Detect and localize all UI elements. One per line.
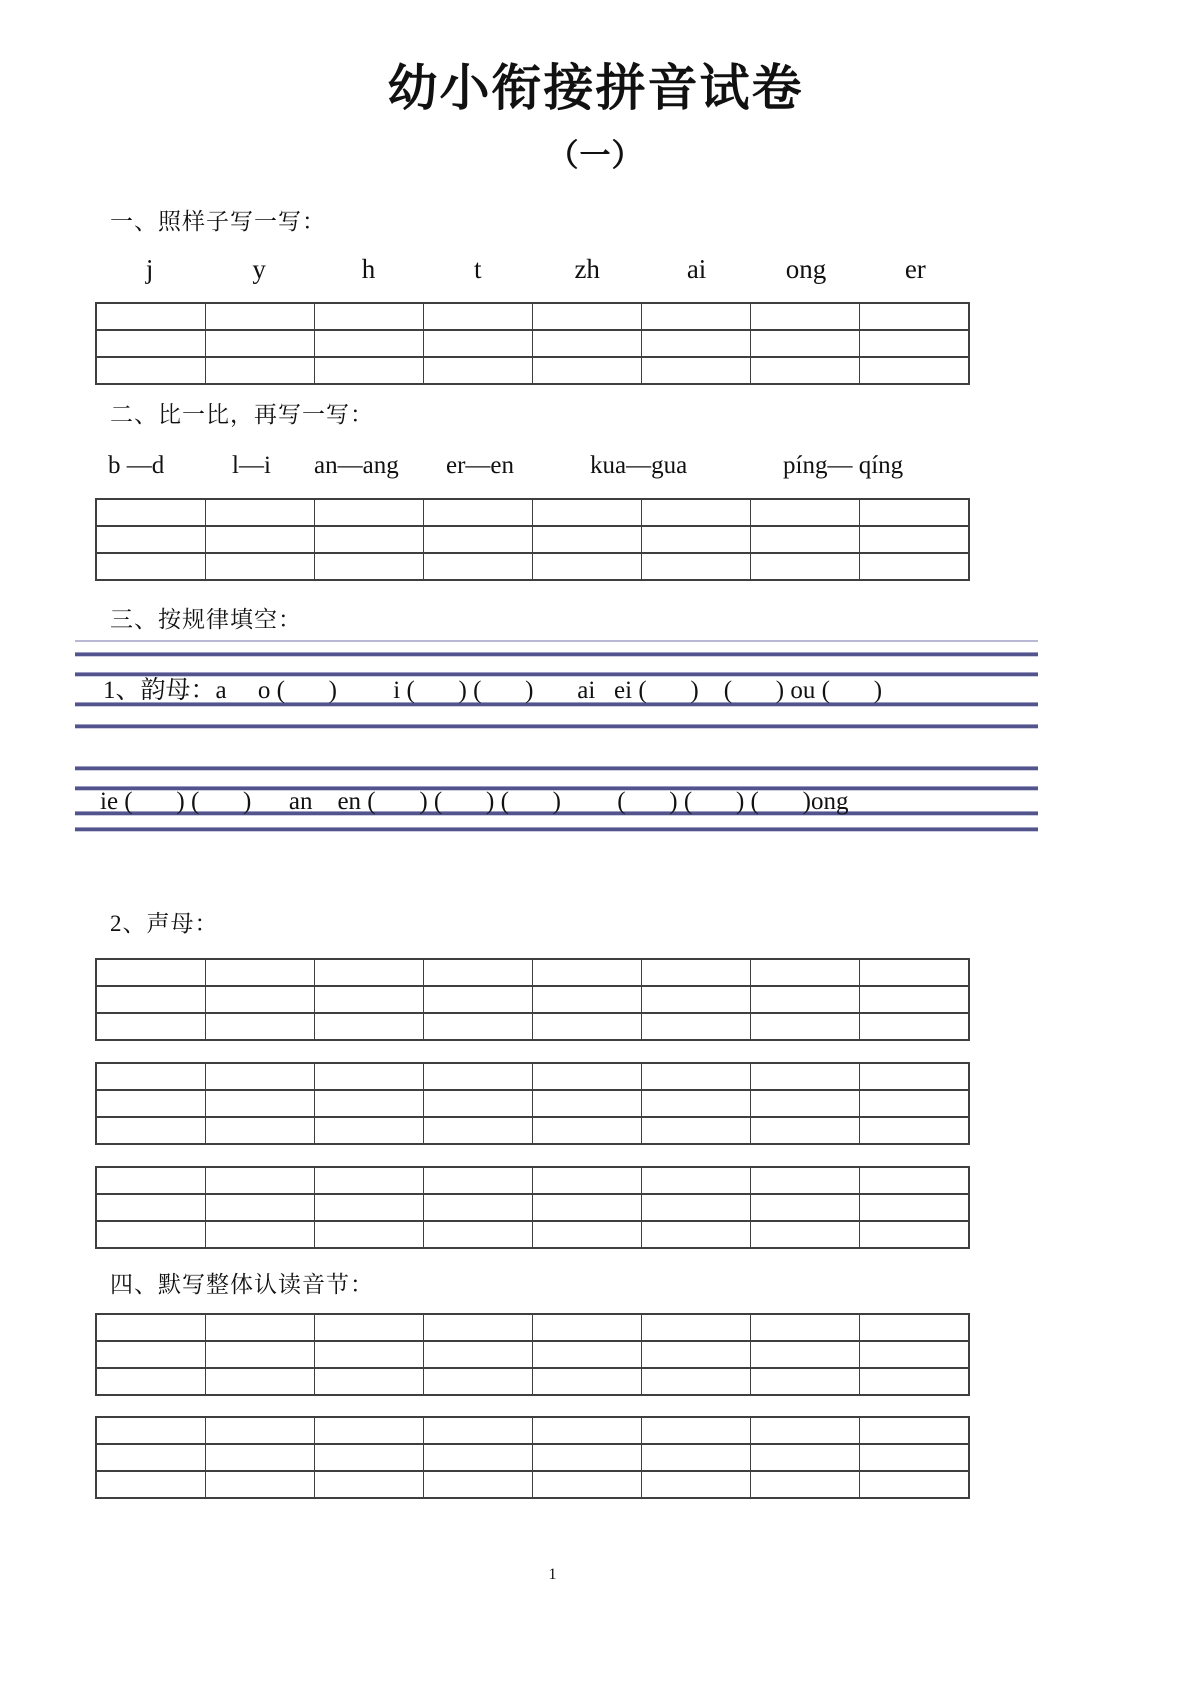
table-cell [423, 1090, 532, 1117]
table-cell [314, 1368, 423, 1395]
table-cell [96, 1417, 205, 1444]
table-cell [860, 1194, 969, 1221]
table-cell [423, 330, 532, 357]
table-cell [314, 1471, 423, 1498]
table-cell [205, 1341, 314, 1368]
table-cell [642, 499, 751, 526]
table-cell [751, 1013, 860, 1040]
writing-table-syllables-2 [95, 1416, 970, 1499]
grid-line [75, 652, 1038, 656]
table-cell [751, 1221, 860, 1248]
table-cell [423, 357, 532, 384]
letter-item: er [904, 254, 926, 284]
table-cell [860, 499, 969, 526]
table-cell [96, 553, 205, 580]
grid-line [75, 827, 1038, 831]
table-cell [205, 1013, 314, 1040]
table-cell [533, 553, 642, 580]
table-cell [96, 1221, 205, 1248]
table-cell [860, 1167, 969, 1194]
table-cell [642, 357, 751, 384]
table-cell [751, 1368, 860, 1395]
pinyin-writing-grid-vowels-2 [75, 762, 1038, 834]
table-cell [423, 1117, 532, 1144]
table-cell [860, 1090, 969, 1117]
table-cell [642, 1341, 751, 1368]
table-cell [533, 303, 642, 330]
pair-item: kua—gua [590, 452, 688, 479]
vowel-fill-line-2: ie ( ) ( ) an en ( ) ( ) ( ) ( ) ( ) ( )ong [100, 788, 849, 815]
table-cell [96, 357, 205, 384]
table-cell [751, 499, 860, 526]
example-letters-row [95, 254, 970, 285]
table-cell [751, 1063, 860, 1090]
table-cell [96, 1090, 205, 1117]
table-cell [533, 1314, 642, 1341]
table-cell [751, 959, 860, 986]
table-cell [96, 1013, 205, 1040]
table-cell [314, 1314, 423, 1341]
section4-heading: 四、默写整体认读音节： [110, 1272, 374, 1297]
table-cell [423, 1314, 532, 1341]
table-cell [642, 1063, 751, 1090]
table-cell [423, 1417, 532, 1444]
table-cell [96, 1194, 205, 1221]
table-cell [314, 330, 423, 357]
table-cell [205, 1444, 314, 1471]
table-cell [423, 1063, 532, 1090]
table-cell [751, 526, 860, 553]
section3-initials-heading: 2、声母： [110, 911, 219, 936]
table-cell [96, 303, 205, 330]
table-cell [533, 1417, 642, 1444]
table-cell [96, 959, 205, 986]
table-cell [860, 303, 969, 330]
section3-heading: 三、按规律填空： [110, 607, 302, 632]
table-cell [423, 1444, 532, 1471]
table-cell [642, 1368, 751, 1395]
table-cell [751, 1417, 860, 1444]
table-cell [860, 526, 969, 553]
compare-pairs-row [0, 452, 1191, 488]
table-cell [860, 1417, 969, 1444]
table-cell [96, 1063, 205, 1090]
table-cell [533, 499, 642, 526]
table-cell [96, 1314, 205, 1341]
table-cell [860, 1117, 969, 1144]
table-cell [314, 1221, 423, 1248]
table-cell [423, 1194, 532, 1221]
grid-line [75, 640, 1038, 642]
table-cell [423, 1368, 532, 1395]
table-cell [314, 553, 423, 580]
page-title: 幼小衔接拼音试卷 [387, 60, 804, 116]
table-cell [423, 303, 532, 330]
table-cell [96, 499, 205, 526]
table-cell [533, 1013, 642, 1040]
grid-line [75, 766, 1038, 770]
table-cell [751, 357, 860, 384]
table-cell [205, 303, 314, 330]
table-cell [860, 1341, 969, 1368]
writing-table-section1 [95, 302, 970, 385]
table-cell [205, 499, 314, 526]
table-cell [751, 303, 860, 330]
table-cell [533, 330, 642, 357]
table-cell [642, 1117, 751, 1144]
table-cell [642, 1221, 751, 1248]
table-cell [642, 1167, 751, 1194]
table-cell [642, 1417, 751, 1444]
pair-item: b —d [108, 452, 165, 479]
table-cell [423, 959, 532, 986]
table-cell [314, 303, 423, 330]
table-cell [314, 959, 423, 986]
table-cell [96, 330, 205, 357]
table-cell [314, 1341, 423, 1368]
table-cell [423, 1471, 532, 1498]
table-cell [314, 986, 423, 1013]
page-subtitle: （一） [547, 138, 644, 173]
letter-item: zh [574, 254, 600, 284]
table-cell [642, 1444, 751, 1471]
table-cell [642, 330, 751, 357]
table-cell [642, 526, 751, 553]
table-cell [751, 553, 860, 580]
vowel-fill-line-1: 1、韵母：a o ( ) i ( ) ( ) ai ei ( ) ( ) ou ( ) [103, 677, 883, 704]
table-cell [533, 357, 642, 384]
table-cell [96, 986, 205, 1013]
table-cell [96, 1444, 205, 1471]
table-cell [423, 986, 532, 1013]
table-cell [96, 1471, 205, 1498]
table-cell [314, 1063, 423, 1090]
table-cell [860, 357, 969, 384]
section2-heading: 二、比一比，再写一写： [110, 402, 374, 427]
page-number: 1 [548, 1566, 557, 1583]
letter-item: t [474, 254, 482, 284]
table-cell [751, 1117, 860, 1144]
table-cell [205, 1063, 314, 1090]
table-cell [205, 1368, 314, 1395]
pair-item: an—ang [314, 452, 399, 479]
table-cell [860, 1063, 969, 1090]
table-cell [205, 1167, 314, 1194]
table-cell [533, 959, 642, 986]
table-cell [751, 1444, 860, 1471]
letter-item: j [145, 254, 154, 284]
table-cell [860, 1368, 969, 1395]
writing-table-initials-3 [95, 1166, 970, 1249]
table-cell [860, 959, 969, 986]
table-cell [533, 1167, 642, 1194]
table-cell [533, 1221, 642, 1248]
table-cell [751, 986, 860, 1013]
table-cell [205, 986, 314, 1013]
writing-table-section2 [95, 498, 970, 581]
table-cell [423, 1341, 532, 1368]
table-cell [642, 1090, 751, 1117]
table-cell [205, 1221, 314, 1248]
table-cell [423, 1013, 532, 1040]
table-cell [314, 357, 423, 384]
table-cell [314, 499, 423, 526]
table-cell [96, 1341, 205, 1368]
table-cell [314, 526, 423, 553]
table-cell [533, 1063, 642, 1090]
table-cell [314, 1417, 423, 1444]
table-cell [860, 330, 969, 357]
table-cell [642, 1471, 751, 1498]
table-cell [205, 1194, 314, 1221]
pair-item: l—i [232, 452, 271, 479]
table-cell [205, 1417, 314, 1444]
letter-item: ong [785, 254, 827, 284]
letter-item: y [252, 254, 266, 284]
table-cell [860, 986, 969, 1013]
table-cell [860, 1444, 969, 1471]
table-cell [314, 1194, 423, 1221]
table-cell [96, 1368, 205, 1395]
table-cell [205, 1117, 314, 1144]
table-cell [751, 1471, 860, 1498]
table-cell [205, 357, 314, 384]
letter-item: h [361, 254, 376, 284]
table-cell [642, 1013, 751, 1040]
table-cell [533, 1090, 642, 1117]
table-cell [751, 1167, 860, 1194]
table-cell [423, 499, 532, 526]
writing-table-initials-2 [95, 1062, 970, 1145]
table-cell [205, 1314, 314, 1341]
table-cell [423, 553, 532, 580]
table-cell [423, 1221, 532, 1248]
table-cell [533, 1341, 642, 1368]
table-cell [96, 1117, 205, 1144]
grid-line [75, 724, 1038, 728]
table-cell [533, 1194, 642, 1221]
table-cell [860, 1221, 969, 1248]
pair-item: er—en [446, 452, 515, 479]
table-cell [642, 303, 751, 330]
section1-heading: 一、照样子写一写： [110, 209, 326, 234]
table-cell [314, 1444, 423, 1471]
table-cell [860, 553, 969, 580]
table-cell [751, 330, 860, 357]
writing-table-syllables-1 [95, 1313, 970, 1396]
table-cell [205, 1090, 314, 1117]
table-cell [642, 1194, 751, 1221]
table-cell [533, 986, 642, 1013]
table-cell [533, 526, 642, 553]
table-cell [423, 1167, 532, 1194]
pinyin-writing-grid-vowels-1 [75, 638, 1038, 734]
table-cell [205, 330, 314, 357]
pair-item: píng— qíng [783, 452, 904, 479]
table-cell [533, 1117, 642, 1144]
table-cell [751, 1090, 860, 1117]
table-cell [96, 526, 205, 553]
table-cell [205, 553, 314, 580]
table-cell [533, 1368, 642, 1395]
table-cell [751, 1341, 860, 1368]
table-cell [860, 1013, 969, 1040]
letter-item: ai [686, 254, 707, 284]
table-cell [751, 1314, 860, 1341]
table-cell [96, 1167, 205, 1194]
table-cell [533, 1444, 642, 1471]
table-cell [860, 1471, 969, 1498]
table-cell [642, 553, 751, 580]
table-cell [751, 1194, 860, 1221]
table-cell [642, 986, 751, 1013]
table-cell [642, 959, 751, 986]
table-cell [205, 959, 314, 986]
table-cell [314, 1117, 423, 1144]
table-cell [860, 1314, 969, 1341]
table-cell [314, 1013, 423, 1040]
table-cell [533, 1471, 642, 1498]
table-cell [205, 526, 314, 553]
table-cell [423, 526, 532, 553]
table-cell [205, 1471, 314, 1498]
table-cell [314, 1090, 423, 1117]
table-cell [642, 1314, 751, 1341]
table-cell [314, 1167, 423, 1194]
writing-table-initials-1 [95, 958, 970, 1041]
